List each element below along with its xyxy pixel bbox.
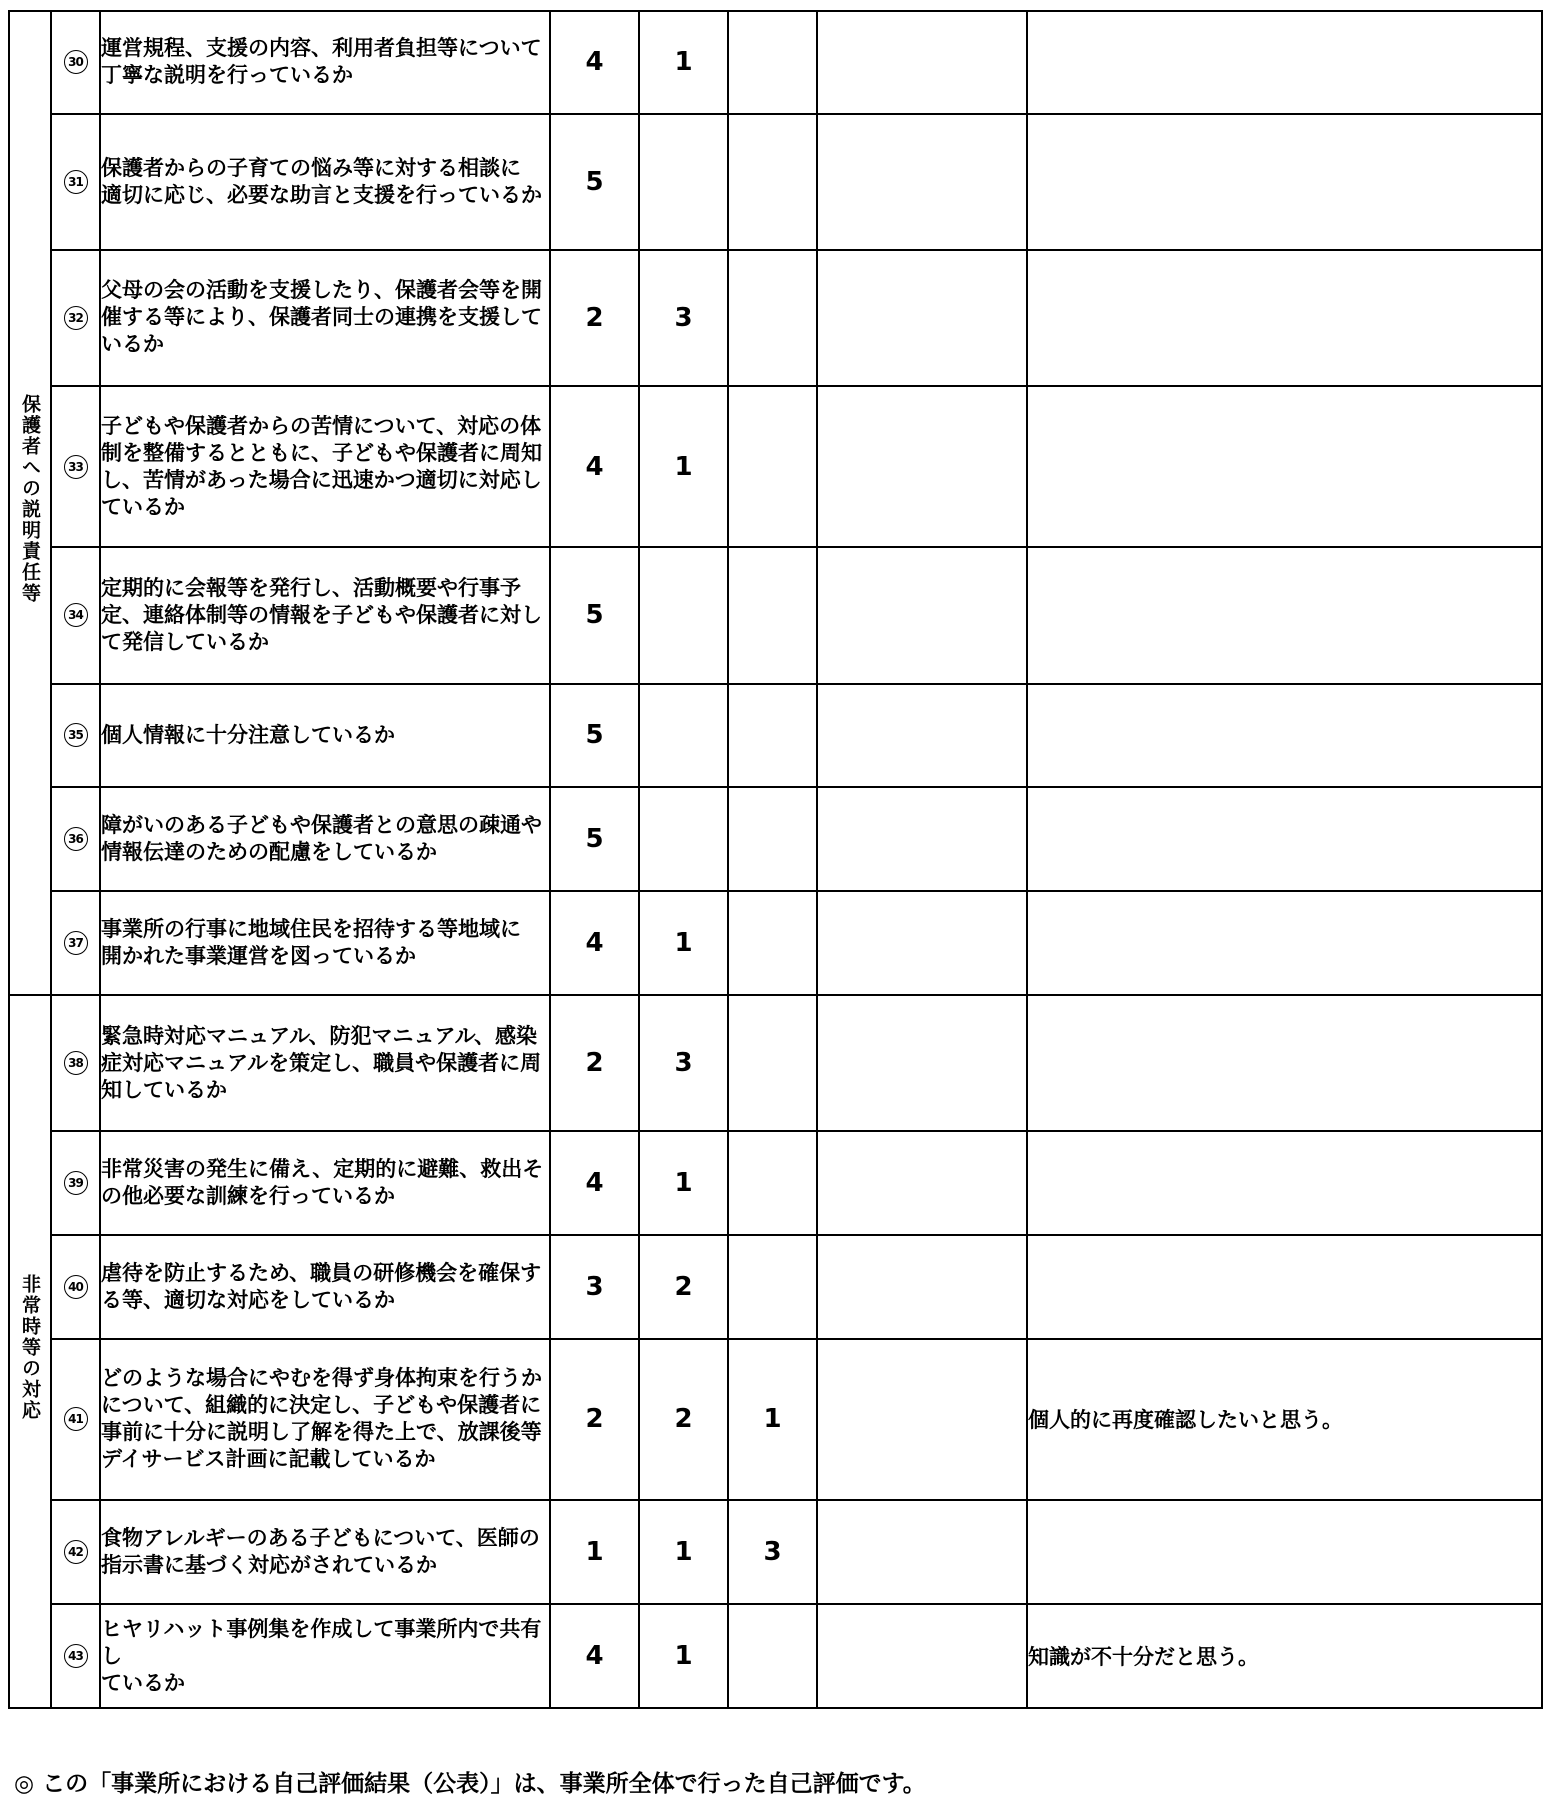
count-cell [639,787,728,891]
item-number: 39 [64,1171,88,1195]
table-row [9,250,1542,386]
question-cell: どのような場合にやむを得ず身体拘束を行うか について、組織的に決定し、子どもや保護者に 事前に十分に説明し了解を得た上で、放課後等 デイサービス計画に記載しているか [100,1339,550,1501]
count-cell [817,1131,1027,1235]
item-number: 32 [64,306,88,330]
count-cell [728,787,817,891]
count-cell: 2 [550,995,639,1131]
item-number-cell [51,1500,100,1604]
category-cell [9,995,51,1708]
count-cell [728,1131,817,1235]
item-number-cell [51,891,100,995]
count-cell: 1 [639,11,728,114]
item-number: 37 [64,931,88,955]
count-cell: 2 [550,250,639,386]
count-cell [817,547,1027,683]
count-cell [817,995,1027,1131]
comment-cell [1027,1131,1542,1235]
count-cell [817,891,1027,995]
comment-cell [1027,547,1542,683]
table-row [9,1339,1542,1501]
count-cell [817,114,1027,250]
table-row [9,386,1542,548]
count-cell: 4 [550,11,639,114]
question-cell: 事業所の行事に地域住民を招待する等地域に 開かれた事業運営を図っているか [100,891,550,995]
table-row [9,114,1542,250]
count-cell [728,684,817,788]
count-cell: 3 [550,1235,639,1339]
item-number-cell [51,787,100,891]
count-cell [817,1604,1027,1708]
category-label: 保護者への説明責任等 [19,394,41,605]
count-cell [728,114,817,250]
table-row [9,547,1542,683]
count-cell [817,1339,1027,1501]
item-number: 42 [64,1540,88,1564]
comment-cell [1027,995,1542,1131]
count-cell: 1 [639,386,728,548]
count-cell: 2 [639,1235,728,1339]
count-cell [817,1500,1027,1604]
count-cell: 3 [728,1500,817,1604]
table-row [9,995,1542,1131]
count-cell [639,547,728,683]
comment-cell [1027,11,1542,114]
count-cell: 4 [550,1604,639,1708]
item-number: 43 [64,1644,88,1668]
count-cell [728,11,817,114]
item-number: 34 [64,603,88,627]
comment-cell [1027,114,1542,250]
comment-cell [1027,1235,1542,1339]
question-cell: 保護者からの子育ての悩み等に対する相談に 適切に応じ、必要な助言と支援を行っているか [100,114,550,250]
count-cell: 1 [639,891,728,995]
item-number-cell [51,547,100,683]
count-cell: 1 [639,1500,728,1604]
question-cell: 虐待を防止するため、職員の研修機会を確保す る等、適切な対応をしているか [100,1235,550,1339]
table-row [9,1235,1542,1339]
count-cell: 2 [639,1339,728,1501]
table-row [9,1604,1542,1708]
table-row [9,787,1542,891]
count-cell [639,114,728,250]
question-cell: 子どもや保護者からの苦情について、対応の体 制を整備するとともに、子どもや保護者に周知 し、苦情があった場合に迅速かつ適切に対応し ているか [100,386,550,548]
table-row [9,891,1542,995]
count-cell: 2 [550,1339,639,1501]
count-cell [728,547,817,683]
count-cell: 1 [550,1500,639,1604]
question-cell: 緊急時対応マニュアル、防犯マニュアル、感染 症対応マニュアルを策定し、職員や保護者に周 知しているか [100,995,550,1131]
count-cell: 4 [550,1131,639,1235]
count-cell: 3 [639,995,728,1131]
item-number-cell [51,684,100,788]
question-cell: 定期的に会報等を発行し、活動概要や行事予 定、連絡体制等の情報を子どもや保護者に対し て発信しているか [100,547,550,683]
count-cell [728,1604,817,1708]
question-cell: 運営規程、支援の内容、利用者負担等について 丁寧な説明を行っているか [100,11,550,114]
item-number-cell [51,114,100,250]
item-number: 31 [64,170,88,194]
question-cell: 食物アレルギーのある子どもについて、医師の 指示書に基づく対応がされているか [100,1500,550,1604]
question-cell: ヒヤリハット事例集を作成して事業所内で共有し ているか [100,1604,550,1708]
item-number-cell [51,1131,100,1235]
comment-cell: 知識が不十分だと思う。 [1027,1604,1542,1708]
item-number-cell [51,1339,100,1501]
item-number-cell [51,386,100,548]
count-cell [817,1235,1027,1339]
table-row [9,684,1542,788]
item-number-cell [51,11,100,114]
table-row [9,11,1542,114]
question-cell: 個人情報に十分注意しているか [100,684,550,788]
comment-cell [1027,1500,1542,1604]
item-number: 30 [64,50,88,74]
comment-cell [1027,250,1542,386]
count-cell: 1 [639,1131,728,1235]
count-cell [817,787,1027,891]
count-cell: 4 [550,386,639,548]
count-cell [817,684,1027,788]
item-number: 40 [64,1275,88,1299]
comment-cell [1027,386,1542,548]
category-cell [9,11,51,995]
item-number-cell [51,1235,100,1339]
count-cell [817,11,1027,114]
comment-cell [1027,684,1542,788]
comment-cell: 個人的に再度確認したいと思う。 [1027,1339,1542,1501]
count-cell [728,891,817,995]
count-cell [728,386,817,548]
item-number: 41 [64,1407,88,1431]
question-cell: 非常災害の発生に備え、定期的に避難、救出そ の他必要な訓練を行っているか [100,1131,550,1235]
count-cell: 5 [550,684,639,788]
item-number-cell [51,995,100,1131]
count-cell: 5 [550,547,639,683]
table-row [9,1500,1542,1604]
item-number: 35 [64,723,88,747]
category-label: 非常時等の対応 [19,1274,41,1422]
count-cell [728,250,817,386]
count-cell [817,250,1027,386]
item-number: 38 [64,1051,88,1075]
count-cell: 5 [550,787,639,891]
count-cell: 3 [639,250,728,386]
count-cell [728,995,817,1131]
footnote: ◎ この「事業所における自己評価結果（公表）」は、事業所全体で行った自己評価です。 [14,1771,926,1797]
count-cell: 4 [550,891,639,995]
table-row [9,1131,1542,1235]
item-number: 36 [64,827,88,851]
count-cell [639,684,728,788]
comment-cell [1027,787,1542,891]
evaluation-table [8,10,1543,1709]
comment-cell [1027,891,1542,995]
count-cell: 1 [728,1339,817,1501]
question-cell: 父母の会の活動を支援したり、保護者会等を開 催する等により、保護者同士の連携を支援して いるか [100,250,550,386]
count-cell: 1 [639,1604,728,1708]
item-number: 33 [64,455,88,479]
count-cell [728,1235,817,1339]
count-cell [817,386,1027,548]
item-number-cell [51,1604,100,1708]
item-number-cell [51,250,100,386]
question-cell: 障がいのある子どもや保護者との意思の疎通や 情報伝達のための配慮をしているか [100,787,550,891]
count-cell: 5 [550,114,639,250]
